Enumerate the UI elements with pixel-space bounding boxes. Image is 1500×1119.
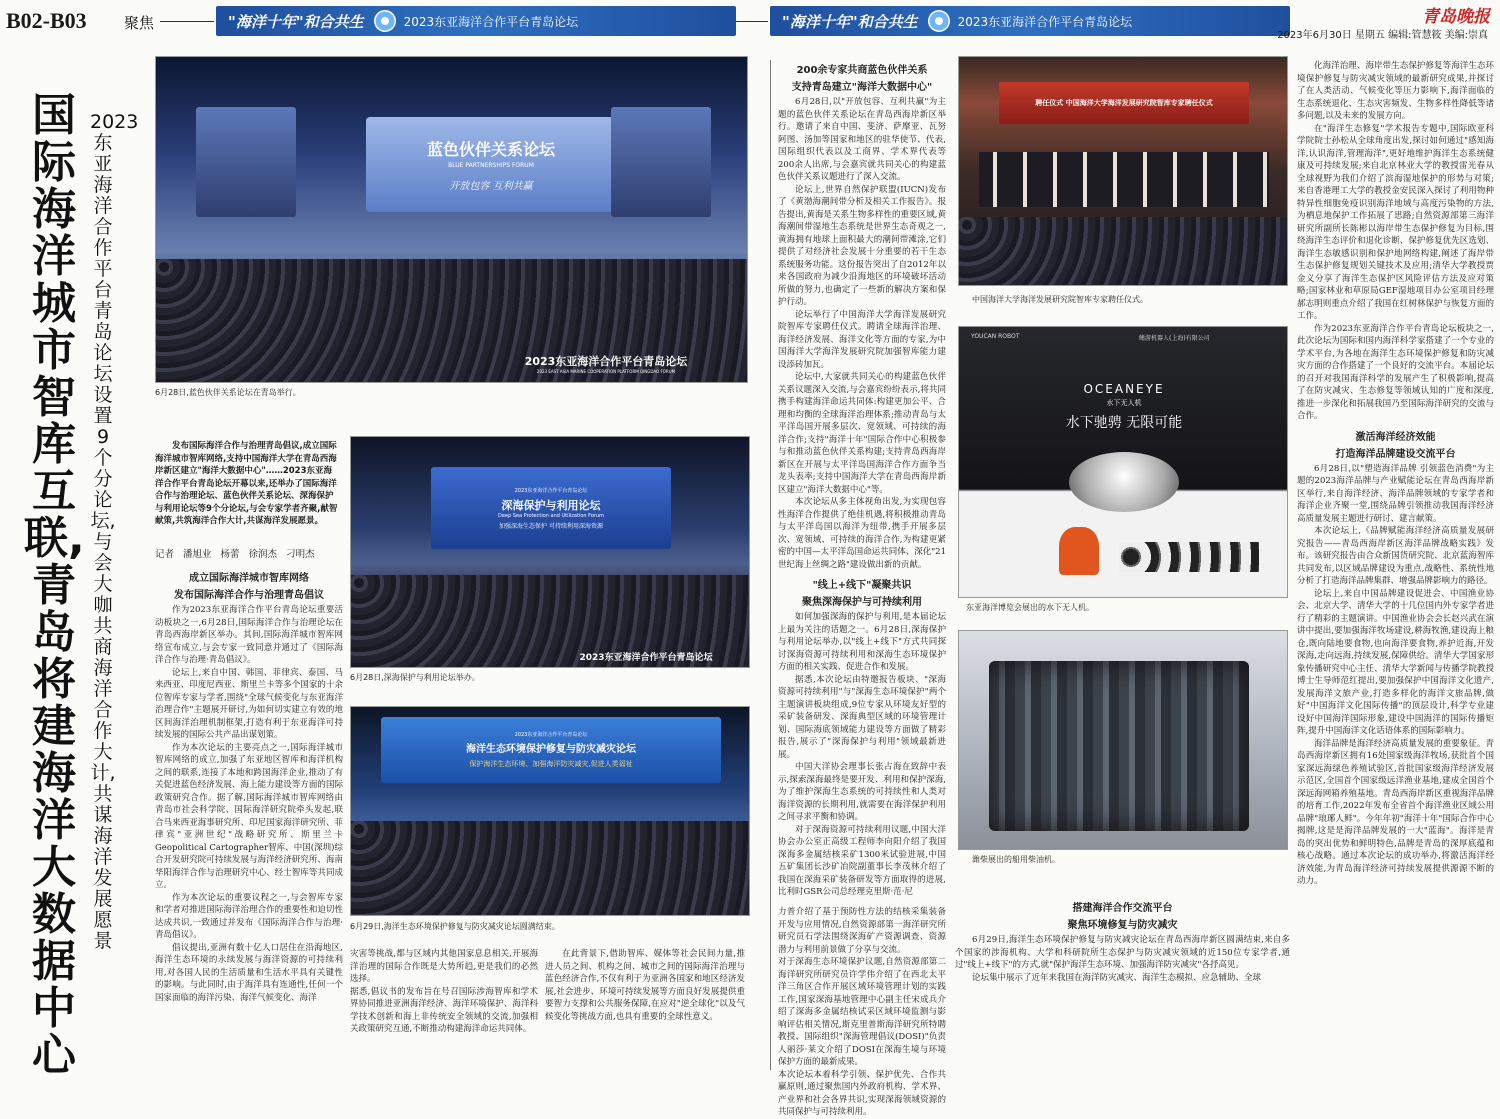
article-section-4-continued — [1297, 60, 1494, 1070]
paragraph: 作为本次论坛的重要议程之一,与会智库专家和学者对推进国际海洋治理合作的重要性和迫切性达成共识,一致通过并发布《国际海洋合作与治理·青岛倡议》。 — [155, 892, 343, 940]
article-section-1-continued: 在此背景下,借助智库、媒体等社会民间力量,推进人员之间、机构之间、城市之间的国际海洋治理与蓝色经济合作,不仅有利于为亚洲各国家和地区经济发展,社会进步、环境可持续发展等方面良好发展提供重要智力支撑和公共服务保障,在应对"逆全球化"以及气候变化等挑战方面,也具有重要的全球性意义。 — [545, 949, 745, 1022]
photo-deep-sea-forum — [350, 436, 750, 668]
screen-title: 海洋生态环境保护修复与防灾减灾论坛 — [466, 744, 636, 755]
speaker-screen-right — [611, 107, 711, 217]
people-on-stage — [979, 152, 1269, 207]
orange-drone-image — [1059, 527, 1099, 575]
sub-headline: 2023东亚海洋合作平台青岛论坛设置9个分论坛,与会大咖共商海洋合作大计,共谋海洋发展愿景 — [90, 111, 139, 952]
banner-forum: 2023东亚海洋合作平台青岛论坛 — [403, 14, 579, 29]
banner-left — [216, 6, 736, 36]
section-title: 激活海洋经济效能 — [1355, 431, 1436, 443]
newspaper-logo: 青岛晚报 — [1422, 7, 1490, 27]
product-slogan: 水下驰骋 无限可能 — [1065, 415, 1183, 431]
paragraph: 中国大洋协会理事长张占海在致辞中表示,探索深海最终是要开发、利用和保护深海,为了维护深海生态系统的可持续性和人类对海洋资源的长期利用,就需要在海洋保护利用之间寻求平衡和协调。 — [778, 762, 946, 822]
paragraph: 论坛中,大家就共同关心的构建蓝色伙伴关系议题深入交流,与会嘉宾纷纷表示,将共同携手构建海洋命运共同体:构建更加公平、合理和均衡的全球海洋治理体系;推动青岛与太平洋岛国开展多层次、宽领域、可持续的海洋合作;支持"海洋十年"国际合作中心积极参与和推动蓝色伙伴关系构建;支持青岛西海岸新区在开展与太平洋岛国海洋合作方面争当龙头表率;支持中国海洋大学在青岛西海岸新区建立"海洋大数据中心"等。 — [778, 372, 946, 495]
paragraph: 论坛上,来自中国、韩国、菲律宾、泰国、马来西亚、印度尼西亚、斯里兰卡等多个国家的十余位智库专家与学者,围绕"全球气候变化与东亚海洋治理合作"主题展开研讨,为如何切实建立有效的地区间海洋治理机制框架,打造有利于东亚海洋可持续发展的国际公共产品出谋划策。 — [155, 667, 343, 740]
article-section-2 — [778, 62, 946, 904]
paragraph: 本次论坛从多主体视角出发,为实现包容性海洋合作提供了绝佳机遇,将积极推动青岛与太平洋岛国以海洋为纽带,携手开展多层次、宽领域、可持续的海洋合作,为构建更紧密的中国—太平洋岛国命运共同体、深化"21世纪海上丝绸之路"建设做出新的贡献。 — [778, 497, 946, 570]
drone-products-image — [1119, 542, 1259, 572]
article-section-4 — [955, 900, 1290, 1070]
paragraph: 本次论坛上,《品牌赋能海洋经济高质量发展研究报告——青岛西海岸新区海洋品牌战略实践》发布。该研究报告由合众新国货研究院、北京蓝海智库共同发布,以区域品牌建设为重点,战略性、系统性地分析了打造海洋品牌集群、增强品牌影响力的路径。 — [1297, 526, 1494, 586]
paragraph: 作为2023东亚海洋合作平台青岛论坛重要活动板块之一,6月28日,国际海洋合作与治理论坛在青岛西海岸新区举办。其间,国际海洋城市智库网络宣布成立,与会专家一致同意并通过了《国际海洋合作与治理·青岛倡议》。 — [155, 605, 343, 665]
screen-title: 聘任仪式 中国海洋大学海洋发展研究院智库专家聘任仪式 — [1035, 99, 1213, 107]
section-title: 成立国际海洋城市智库网络 — [189, 573, 309, 584]
section-title: 聚焦深海保护与可持续利用 — [802, 597, 922, 608]
section-title: "线上+线下"凝聚共识 — [812, 580, 912, 591]
product-subtitle: 水下无人机 — [1106, 399, 1142, 407]
banner-right — [770, 6, 1290, 36]
page-numbers: B02-B03 — [6, 8, 87, 33]
forum-logo-icon — [928, 10, 950, 32]
paragraph: 如何加强深海的保护与利用,是本届论坛上最为关注的话题之一。6月28日,深海保护与利用论坛举办,以"线上+线下"方式共同探讨深海资源可持续利用和深海生态环境保护方面的相关实践、促进合作和发展。 — [778, 612, 946, 672]
paragraph: 6月29日,海洋生态环境保护修复与防灾减灾论坛在青岛西海岸新区圆满结束,来自多个国家的涉海机构、大学和科研院所生态保护与防灾减灾领域的近150位专家学者,通过"线上+线下"的方式,就"保护海洋生态环境、加强海洋防灾减灾"各抒高见。 — [955, 935, 1290, 970]
screen-forum: 2023东亚海洋合作平台青岛论坛 — [514, 487, 588, 494]
photo-caption: 6月28日,蓝色伙伴关系论坛在青岛举行。 — [155, 388, 301, 397]
audience — [351, 821, 749, 915]
paragraph: 论坛集中展示了近年来我国在海洋防灾减灾、海洋生态模拟、应急辅助、全球 — [972, 972, 1262, 983]
paragraph: 作为2023东亚海洋合作平台青岛论坛板块之一,此次论坛为国际和国内海洋科学家搭建了一个专业的学术平台,为各地在海洋生态环境保护修复和防灾减灾方面的合作搭建了一个良好的交流平台。本届论坛的召开对我国海洋科学的发展产生了积极影响,提高了在防灾减灾、生态修复等领域认知的广度和深度,推进一步深化和拓展我国乃至国际海洋研究的交流与合作。 — [1297, 323, 1494, 421]
page-header — [0, 0, 1500, 42]
paragraph: 海洋品牌是海洋经济高质量发展的重要象征。青岛西海岸新区拥有16处国家级海洋牧场,获批首个国家深远海绿色养殖试验区,首批国家级海洋经济发展示范区,全国首个国家级远洋渔业基地,建成全国首个深远海网箱养殖基地。青岛西海岸新区重视海洋品牌的培育工作,2022年发布全省首个海洋渔业区域公用品牌"琅琊人鲜"。今年年初"海洋十年"国际合作中心揭牌,这是是海洋品牌发展的一大"蓝海"。海洋是青岛的突出优势和鲜明特色,品牌是青岛的深厚底蕴和核心战略。通过本次论坛的成功举办,将激活海洋经济效能,为青岛海洋经济可持续发展提供源源不断的动力。 — [1297, 738, 1494, 886]
forum-logo-icon — [374, 10, 396, 32]
photo-underwater-drone — [958, 326, 1288, 598]
product-name: OCEANEYE — [1083, 382, 1165, 396]
screen-title: 深海保护与利用论坛 — [501, 498, 601, 512]
paragraph: 作为本次论坛的主要亮点之一,国际海洋城市智库网络的成立,加强了东亚地区智库和海洋机构之间的联系,连接了本地和跨国海洋企业,推动了有关促进蓝色经济发展、海上能力建设等方面的国际政策研究合作。据了解,国际海洋城市智库网络由青岛市社会科学院、国际海洋研究院牵头发起,联合马来西亚海事研究所、印尼国家海洋研究所、菲律宾"亚洲世纪"战略研究所、斯里兰卡Geopolitical Cartographer智库、中国(深圳)综合开发研究院可持续发展与海洋经济研究所、海南华阳海洋合作与治理研究中心、经士智库等共同成立。 — [155, 742, 343, 890]
banner-slogan: "海洋十年"和合共生 — [228, 12, 364, 31]
banner-slogan: "海洋十年"和合共生 — [782, 12, 918, 31]
screen-title: 蓝色伙伴关系论坛 — [426, 140, 555, 159]
diesel-engine-image — [989, 661, 1249, 831]
header-rule — [736, 21, 768, 22]
paragraph: 论坛上,世界自然保护联盟(IUCN)发布了《黄渤海潮间带分析及相关工作报告》。报告提出,黄海是关系生物多样性的重要区域,黄海潮间带湿地生态系统是世界生态奇观之一,黄海拥有地球上面积最大的潮间带滩涂,它们提供了对经济社会发展十分重要的若干生态系统服务功能。这份报告突出了自2012年以来各国政府为减少沿海地区的环境破坏活动所做的努力,也确定了一些新的解决方案和保护行动。 — [778, 184, 946, 307]
lead-paragraph: 发布国际海洋合作与治理青岛倡议,成立国际海洋城市智库网络,支持中国海洋大学在青岛西海岸新区建立"海洋大数据中心"……2023东亚海洋合作平台青岛论坛开幕以来,还举办了国际海洋合作与治理论坛、蓝色伙伴关系论坛、深海保护与利用论坛等9个分论坛,与会专家学者齐聚,献智献策,共筑海洋合作大计,共谋海洋发展愿景。 — [155, 441, 338, 526]
photo-caption: 6月29日,海洋生态环境保护修复与防灾减灾论坛圆满结束。 — [350, 922, 560, 931]
paragraph: 6月28日,以"塑造海洋品牌 引领蓝色消费"为主题的2023海洋品牌与产业赋能论坛在青岛西海岸新区举行,来自海洋经济、海洋品牌领域的专家学者和海洋企业齐聚一堂,围绕品牌引领推动我国海洋经济高质量发展主题进行研讨、建言献策。 — [1297, 463, 1494, 524]
screen-motto: 保护海洋生态环境、加强海洋防灾减灾,促进人类福祉 — [469, 760, 633, 768]
paragraph: 论坛上,来自中国品牌建设促进会、中国渔业协会、北京大学、清华大学的十几位国内外专家学者进行了精彩的主题演讲。中国渔业协会会长赵兴武在演讲中提出,要加强海洋牧场建设,耕海牧渔,建设海上粮仓,既向陆地要食物,也向海洋要食物,养护近海,开发深海,走向远海,持续发展,保障供给。清华大学国家形象传播研究中心主任、清华大学新闻与传播学院教授博士生导师范红提出,要加强保护中国海洋文化遗产,发展海洋文旅产业,打造多样化的海洋文旅品牌,做好"中国海洋文化国际传播"的顶层设计,科学专业建设好中国海洋国际形象,建设中国海洋的国际传播矩阵,提升中国海洋文化话语体系的国际影响力。 — [1297, 588, 1494, 736]
photo-appointment-ceremony — [958, 56, 1288, 286]
screen-motto: 加强深海生态保护 可持续利用深海资源 — [499, 522, 603, 530]
floor-title: 2023东亚海洋合作平台青岛论坛 — [579, 652, 713, 663]
paragraph: 论坛举行了中国海洋大学海洋发展研究院智库专家聘任仪式。聘请全球海洋治理、海洋经济发展、海洋文化等方面的专家,为中国海洋大学海洋发展研究院加强智库能力建设添砖加瓦。 — [778, 309, 946, 370]
article-section-1 — [155, 570, 343, 1070]
paragraph: 对于深海资源可持续利用议题,中国大洋协会办公室正高级工程师李向阳介绍了我国深海多金属结核采矿1300米试验进展,中国五矿集团长沙矿冶院副董事长李茂林介绍了我国在深海采矿装备研发等方面取得的进展,比利时GSR公司总经理克里斯·范·尼 — [778, 824, 946, 897]
floor-title: 2023东亚海洋合作平台青岛论坛 — [524, 354, 688, 368]
paragraph: 化海洋治理、海岸带生态保护修复等海洋生态环境保护修复与防灾减灾领域的最新研究成果,并探讨了在人类活动、气候变化等压力影响下,海洋面临的生态系统退化、生态灾害频发、生物多样性降低等诸多问题,以及未来的发展方向。 — [1297, 61, 1494, 121]
section-title: 搭建海洋合作交流平台 — [1072, 903, 1173, 914]
photo-caption: 东亚海洋博览会展出的水下无人机。 — [966, 603, 1094, 612]
screen-subtitle: Deep Sea Protection and Utilization Forum — [497, 512, 605, 519]
photo-ecology-forum — [350, 706, 750, 916]
paragraph: 据悉,本次论坛由特邀报告板块、"深海资源可持续利用"与"深海生态环境保护"两个主题演讲板块组成,9位专家从环境友好型的采矿装备研发、深海典型区域的环境管理计划、国际海底领域能力建设等方面做了精彩报告,展示了"深海保护与利用"领域最新进展。 — [778, 674, 946, 760]
article-section-3-continued: 力普介绍了基于预防性方法的结核采集装备开发与应用情况,自然资源部第一海洋研究所研究员石学法围绕深海矿产资源调查、资源潜力与利用前景做了分享与交流。 对于深海生态环境保护议题,自然资源部第二海洋研究所研究员许学伟介绍了在西北太平洋三角区合作开展区域环境管理计划的实践工作,国家深海基地管理中心副主任宋成兵介绍了深海多金属结核试采区域环境监测与影响评估相关情况,斯克里普斯海洋研究所特聘教授、国际组织"深海管理倡议(DOSI)"负责人丽莎·莱文介绍了DOSI在深海生境与环境保护方面的最新成果。 本次论坛本着科学引领、保护优先、合作共赢原则,通过聚焦国内外政府机构、学术界、产业界和社会各界共识,实现深海领域资源的共同保护与可持续利用。 — [778, 907, 946, 1117]
paragraph: 6月28日,以"开放包容、互利共赢"为主题的蓝色伙伴关系论坛在青岛西海岸新区举行。邀请了来自中国、斐济、萨摩亚、瓦努阿图、汤加等国家和地区的驻华使节、代表,国际组织代表以及工商界、学术界代表等200余人出席,与会嘉宾就共同关心的构建蓝色伙伴关系议题进行了深入交流。 — [778, 97, 946, 182]
column-divider — [770, 60, 771, 1070]
photo-caption: 6月28日,深海保护与利用论坛举办。 — [350, 673, 480, 682]
paragraph: 倡议提出,亚洲有数十亿人口居住在沿海地区,海洋生态环境的永续发展与海洋资源的可持续利用,对各国人民的生活质量和生活水平具有关键性的影响。与此同时,由于海洋具有连通性,任何一个国家面临的海洋污染、海洋气候变化、海洋 — [155, 942, 343, 1003]
screen-subtitle: BLUE PARTNERSHIPS FORUM — [448, 162, 534, 169]
audience — [959, 217, 1287, 285]
section-title: 打造海洋品牌建设交流平台 — [1335, 448, 1456, 460]
photo-caption: 中国海洋大学海洋发展研究院智库专家聘任仪式。 — [972, 295, 1148, 304]
brand-company: 鳍游机器人(上海)有限公司 — [1139, 335, 1210, 342]
banner-forum: 2023东亚海洋合作平台青岛论坛 — [957, 14, 1133, 29]
section-title: 200余专家共商蓝色伙伴关系 — [796, 65, 928, 76]
header-rule — [160, 21, 214, 22]
section-title: 发布国际海洋合作与治理青岛倡议 — [174, 590, 324, 601]
underwater-drone-image — [1069, 452, 1179, 512]
article-section-1-continued: 灾害等挑战,都与区域内其他国家息息相关,开展海洋治理的国际合作既是大势所趋,更是我们的必然选择。 据悉,倡议书的发布旨在号召国际涉海智库和学术界协同推进亚洲海洋经济、海洋环境保护、海洋科学技术创新和海上非传统安全领域的交流,加强相关政策研究互通,不断推动构建海洋命运共同体。 — [350, 949, 538, 1034]
speaker-screen-left — [196, 107, 296, 217]
main-headline: 国际海洋城市智库互联,青岛将建海洋大数据中心 — [24, 90, 85, 1081]
section-title: 聚焦环境修复与防灾减灾 — [1067, 920, 1178, 931]
screen-forum: 2023东亚海洋合作平台青岛论坛 — [514, 732, 588, 738]
floor-subtitle: 2023 EAST ASIA MARINE COOPERATION PLATFORM QINGDAO FORUM — [536, 368, 676, 374]
paragraph: 在"海洋生态修复"学术报告专题中,国际欧亚科学院院士孙松从全球角度出发,探讨如何通过"感知海洋,认识海洋,管理海洋",更好地维护海洋生态系统健康及可持续发展;来自北京林业大学的教授雷光春从全球视野为我们介绍了滨海湿地保护的形势与对策;来自香港理工大学的教授金安民深入探讨了利用物种特异性细胞免疫识别海洋地域与高度污染物的方法,为栖息地保护工作拓展了思路;自然资源部第三海洋研究所副所长陈彬以海岸带生态保护修复为目标,围绕海洋生态评价和退化诊断、保护修复优先区选划、海洋生态敏感识别和保护地网络构建,阐述了海岸带生态保护修复规划关键技术及应用;清华大学教授贾金义分享了海洋生态保护区风险评估方法及应对策略;国家林业和草原局GEF湿地项目办公室项目经理郝志明则重点介绍了我国在红树林保护与恢复方面的工作。 — [1297, 123, 1494, 321]
brand-name: YOUCAN ROBOT — [971, 333, 1020, 340]
dateline: 2023年6月30日 星期五 编辑:管慧筱 美编:崇真 — [1277, 30, 1488, 41]
photo-caption: 潍柴展出的船用柴油机。 — [972, 855, 1060, 864]
section-name: 聚焦 — [124, 14, 155, 32]
section-title: 支持青岛建立"海洋大数据中心" — [791, 82, 933, 93]
photo-marine-engine — [958, 630, 1288, 850]
photo-blue-partnership-forum — [155, 56, 748, 383]
reporter-byline: 记者 潘旭业 杨蕾 徐润杰 刁明杰 — [155, 549, 315, 560]
screen-motto: 开放包容 互利共赢 — [449, 181, 533, 192]
